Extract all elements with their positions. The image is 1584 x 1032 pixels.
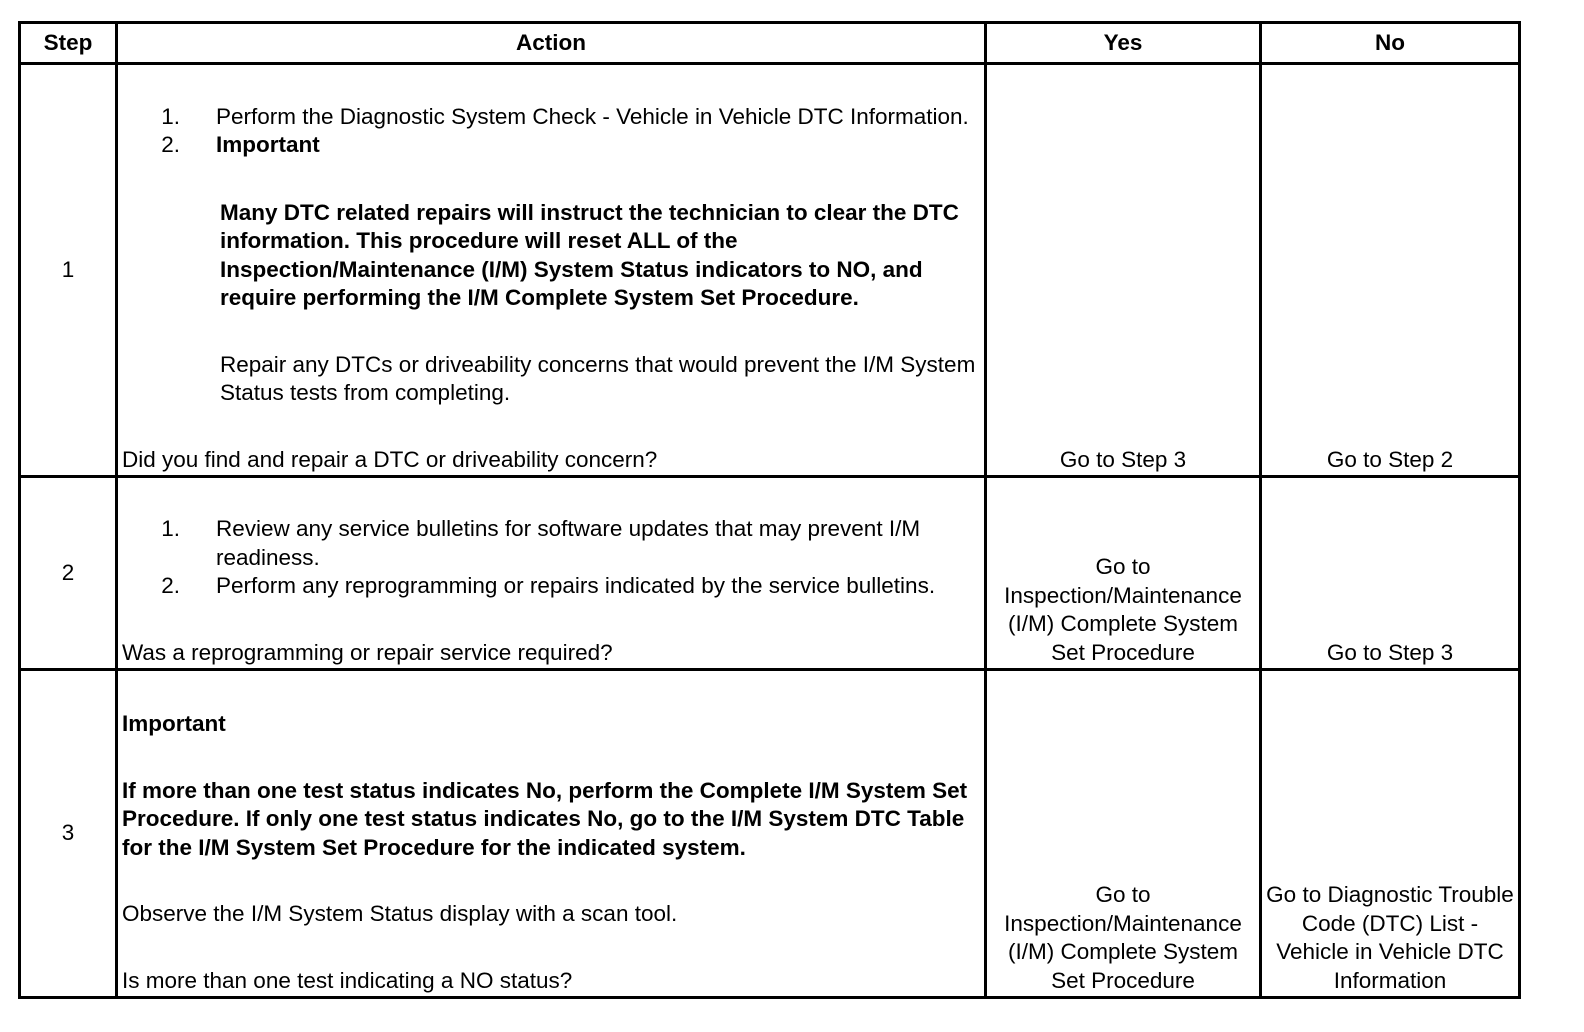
table-row-step-1 — [20, 64, 1520, 477]
list-number: 2. — [161, 132, 180, 157]
action-cell — [117, 477, 986, 670]
yes-cell: Go to Inspection/Maintenance (I/M) Complete System Set Procedure — [986, 477, 1261, 670]
list-number: 2. — [161, 573, 180, 598]
important-label: Important — [122, 711, 226, 736]
table-row-step-3 — [20, 670, 1520, 998]
repair-note: Repair any DTCs or driveability concerns that would prevent the I/M System Status tests from completing. — [220, 351, 976, 405]
step-number: 3 — [20, 670, 117, 998]
question-text: Was a reprogramming or repair service required? — [122, 639, 613, 665]
step-number: 1 — [20, 64, 117, 477]
important-note: If more than one test status indicates No, perform the Complete I/M System Set Procedure. If only one test status indicates No, go to the I/M System DTC Table for the I/M System Set Procedure for the indicated system. — [122, 777, 968, 860]
question-text: Is more than one test indicating a NO status? — [122, 967, 573, 993]
list-item — [122, 131, 980, 160]
action-list — [122, 515, 980, 601]
no-cell: Go to Step 2 — [1261, 64, 1520, 477]
question-text: Did you find and repair a DTC or driveability concern? — [122, 446, 658, 472]
action-list — [122, 103, 980, 160]
list-text: Perform any reprogramming or repairs indicated by the service bulletins. — [216, 573, 936, 598]
list-number: 1. — [161, 103, 180, 129]
header-no: No — [1261, 23, 1520, 64]
list-text: Perform the Diagnostic System Check - Vehicle in Vehicle DTC Information. — [216, 103, 969, 129]
header-step: Step — [20, 23, 117, 64]
step-number: 2 — [20, 477, 117, 670]
list-text: Review any service bulletins for software updates that may prevent I/M readiness. — [216, 516, 921, 570]
list-item — [122, 103, 980, 132]
important-note: Many DTC related repairs will instruct the technician to clear the DTC information. This procedure will reset ALL of the Inspection/Maintenance (I/M) System Status indicators to NO, and require performing the I/M Complete System Set Procedure. — [220, 199, 959, 310]
observe-text: Observe the I/M System Status display with a scan tool. — [122, 901, 678, 926]
header-row — [20, 23, 1520, 64]
no-cell: Go to Diagnostic Trouble Code (DTC) List - Vehicle in Vehicle DTC Information — [1261, 670, 1520, 998]
diagnostic-table — [18, 21, 1521, 999]
no-cell: Go to Step 3 — [1261, 477, 1520, 670]
header-action: Action — [117, 23, 986, 64]
list-item — [122, 572, 980, 601]
list-item — [122, 515, 980, 572]
list-number: 1. — [161, 516, 180, 541]
action-cell — [117, 64, 986, 477]
yes-cell: Go to Step 3 — [986, 64, 1261, 477]
yes-cell: Go to Inspection/Maintenance (I/M) Complete System Set Procedure — [986, 670, 1261, 998]
header-yes: Yes — [986, 23, 1261, 64]
table-row-step-2 — [20, 477, 1520, 670]
action-cell — [117, 670, 986, 998]
important-label: Important — [216, 132, 320, 157]
